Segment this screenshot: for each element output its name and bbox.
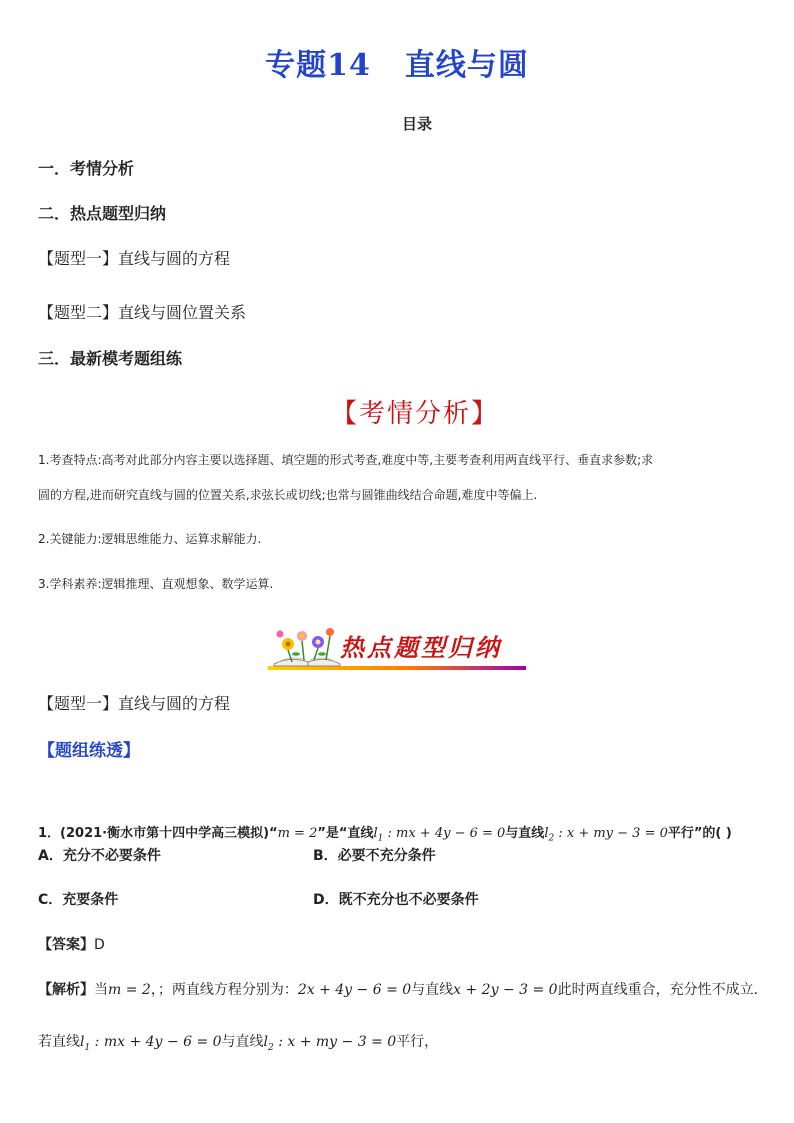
analysis-text-3: 与直线: [411, 982, 454, 998]
group-practice-label: 【题组练透】: [38, 741, 140, 761]
analysis-text-4: 此时两直线重合，充分性不成立．: [557, 982, 768, 998]
title-topic-name: 直线与圆: [404, 48, 529, 83]
continuation-l1: l: [80, 1034, 85, 1050]
toc-section-2[interactable]: 二．热点题型归纳: [38, 204, 167, 223]
line-l1-equation: : mx + 4y − 6 = 0: [383, 826, 506, 841]
continuation-l1-sub: 1: [84, 1042, 91, 1053]
question-text-1: ”是“直线: [317, 826, 374, 841]
line-l1-sub: 1: [377, 833, 384, 844]
continuation-l2-sub: 2: [268, 1042, 274, 1053]
analysis-line: [38, 979, 768, 999]
continuation-l2: l: [263, 1034, 269, 1050]
question-1: [38, 822, 732, 844]
paragraph-1-line-2: 圆的方程,进而研究直线与圆的位置关系,求弦长或切线;也常与圆锥曲线结合命题,难度中等偏上.: [38, 488, 538, 502]
toc-item-type1[interactable]: 【题型一】直线与圆的方程: [38, 249, 231, 268]
answer-line: [38, 934, 105, 954]
option-a[interactable]: A．充分不必要条件: [38, 848, 161, 864]
analysis-equation-1: 2x + 4y − 6 = 0: [297, 982, 412, 998]
toc-section-1[interactable]: 一．考情分析: [38, 159, 135, 178]
question-condition: m = 2: [277, 826, 318, 841]
question-source: 1．(2021·衡水市第十四中学高三模拟)“: [38, 826, 278, 841]
answer-value: D: [94, 937, 105, 953]
option-c[interactable]: C．充要条件: [38, 892, 119, 908]
analysis-text-1: 当: [94, 982, 108, 998]
paragraph-1-line-1: 1.考查特点:高考对此部分内容主要以选择题、填空题的形式考查,难度中等,主要考查利用两直线平行、垂直求参数;求: [38, 453, 654, 467]
continuation-text-3: 平行，: [396, 1034, 439, 1050]
toc-title: 目录: [401, 115, 432, 133]
analysis-condition: m = 2: [108, 982, 151, 998]
line-l1: l: [373, 826, 378, 841]
line-l2: l: [544, 826, 549, 841]
option-d[interactable]: D．既不充分也不必要条件: [313, 892, 479, 908]
continuation-l1-equation: : mx + 4y − 6 = 0: [90, 1034, 222, 1050]
paragraph-3: 3.学科素养:逻辑推理、直观想象、数学运算.: [38, 577, 274, 591]
line-l2-equation: : x + my − 3 = 0: [554, 826, 668, 841]
analysis-label: 【解析】: [38, 982, 94, 998]
answer-label: 【答案】: [38, 937, 94, 953]
section-title-analysis: 【考情分析】: [330, 399, 499, 429]
analysis-equation-2: x + 2y − 3 = 0: [453, 982, 558, 998]
toc-item-type2[interactable]: 【题型二】直线与圆位置关系: [38, 303, 247, 322]
flowers-icon: [277, 628, 335, 662]
continuation-l2-equation: : x + my − 3 = 0: [273, 1034, 397, 1050]
toc-section-3[interactable]: 三．最新模考题组练: [38, 349, 183, 368]
title-topic-number: 专题14: [265, 48, 371, 83]
analysis-continuation: [38, 1031, 438, 1053]
analysis-text-2: ，；两直线方程分别为：: [150, 982, 298, 998]
continuation-text-2: 与直线: [221, 1034, 264, 1050]
option-b[interactable]: B．必要不充分条件: [313, 848, 436, 864]
question-text-2: 与直线: [505, 826, 545, 841]
line-l2-sub: 2: [548, 833, 555, 844]
banner-title: 热点题型归纳: [340, 633, 502, 662]
open-book-icon: [274, 658, 340, 666]
paragraph-2: 2.关键能力:逻辑思维能力、运算求解能力.: [38, 532, 262, 546]
continuation-text-1: 若直线: [38, 1034, 80, 1050]
type1-heading: 【题型一】直线与圆的方程: [38, 694, 231, 713]
page-title: [0, 40, 794, 84]
question-text-3: 平行”的( ): [667, 826, 732, 841]
